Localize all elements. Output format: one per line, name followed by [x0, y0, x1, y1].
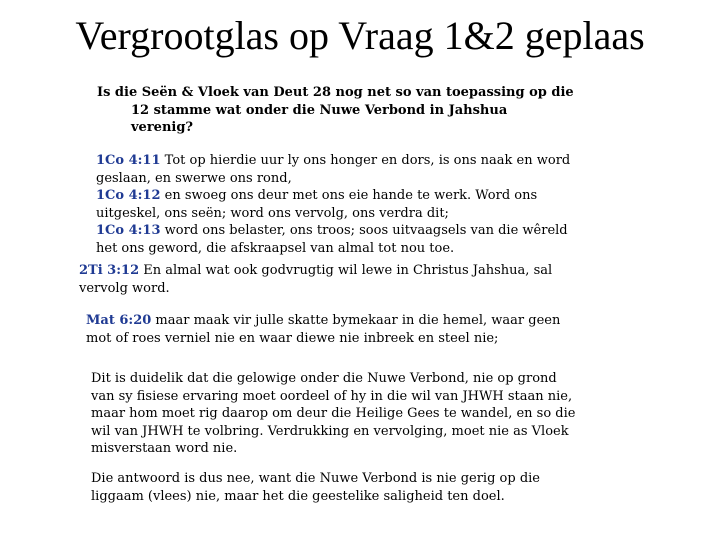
verse-line [86, 312, 626, 330]
verse-text: Tot op hierdie uur ly ons honger en dors, is ons naak en word [164, 153, 571, 168]
verse-line [96, 187, 616, 205]
paragraph-line: misverstaan word nie. [91, 441, 238, 456]
verse-ref-mat-6-20: Mat 6:20 [86, 313, 152, 328]
paragraph-line: liggaam (vlees) nie, maar het die geestelike saligheid ten doel. [91, 488, 505, 504]
verse-ref-2ti-3-12: 2Ti 3:12 [79, 263, 140, 278]
verses-1co-4 [96, 152, 616, 257]
paragraph-line: maar hom moet rig daarop om deur die Heilige Gees te wandel, en so die [91, 406, 576, 421]
verse-line [79, 262, 619, 280]
paragraph-line: Die antwoord is dus nee, want die Nuwe Verbond is nie gerig op die [91, 471, 540, 486]
question [97, 84, 637, 137]
verse-ref-1co-4-12: 1Co 4:12 [96, 188, 161, 203]
answer-paragraph [91, 470, 631, 505]
verse-text: en swoeg ons deur met ons eie hande te werk. Word ons [164, 188, 538, 203]
verse-text: vervolg word. [79, 280, 170, 296]
explanation-paragraph [91, 370, 631, 458]
verse-ref-1co-4-11: 1Co 4:11 [96, 153, 161, 168]
paragraph-line: Dit is duidelik dat die gelowige onder die Nuwe Verbond, nie op grond [91, 371, 557, 386]
paragraph-line: van sy fisiese ervaring moet oordeel of hy in die wil van JHWH staan nie, [91, 388, 573, 404]
verse-line [96, 152, 616, 170]
verse-text: uitgeskel, ons seën; word ons vervolg, ons verdra dit; [96, 205, 449, 221]
slide-title: Vergrootglas op Vraag 1&2 geplaas [75, 13, 645, 58]
question-line-3: verenig? [131, 120, 194, 135]
verse-ref-1co-4-13: 1Co 4:13 [96, 223, 161, 238]
verse-text: maar maak vir julle skatte bymekaar in die hemel, waar geen [155, 313, 561, 328]
question-line-1: Is die Seën & Vloek van Deut 28 nog net so van toepassing op die [97, 85, 574, 100]
verse-text: En almal wat ook godvrugtig wil lewe in Christus Jahshua, sal [143, 263, 553, 278]
question-line-2: 12 stamme wat onder die Nuwe Verbond in Jahshua [131, 102, 508, 118]
verse-text: word ons belaster, ons troos; soos uitvaagsels van die wêreld [164, 223, 568, 238]
verse-text: het ons geword, die afskraapsel van almal tot nou toe. [96, 240, 455, 256]
verse-2ti-3-12 [79, 262, 619, 297]
verse-line [96, 222, 616, 240]
verse-text: geslaan, en swerwe ons rond, [96, 170, 292, 186]
paragraph-line: wil van JHWH te volbring. Verdrukking en vervolging, moet nie as Vloek [91, 423, 569, 439]
verse-text: mot of roes verniel nie en waar diewe nie inbreek en steel nie; [86, 330, 499, 346]
verse-mat-6-20 [86, 312, 626, 347]
